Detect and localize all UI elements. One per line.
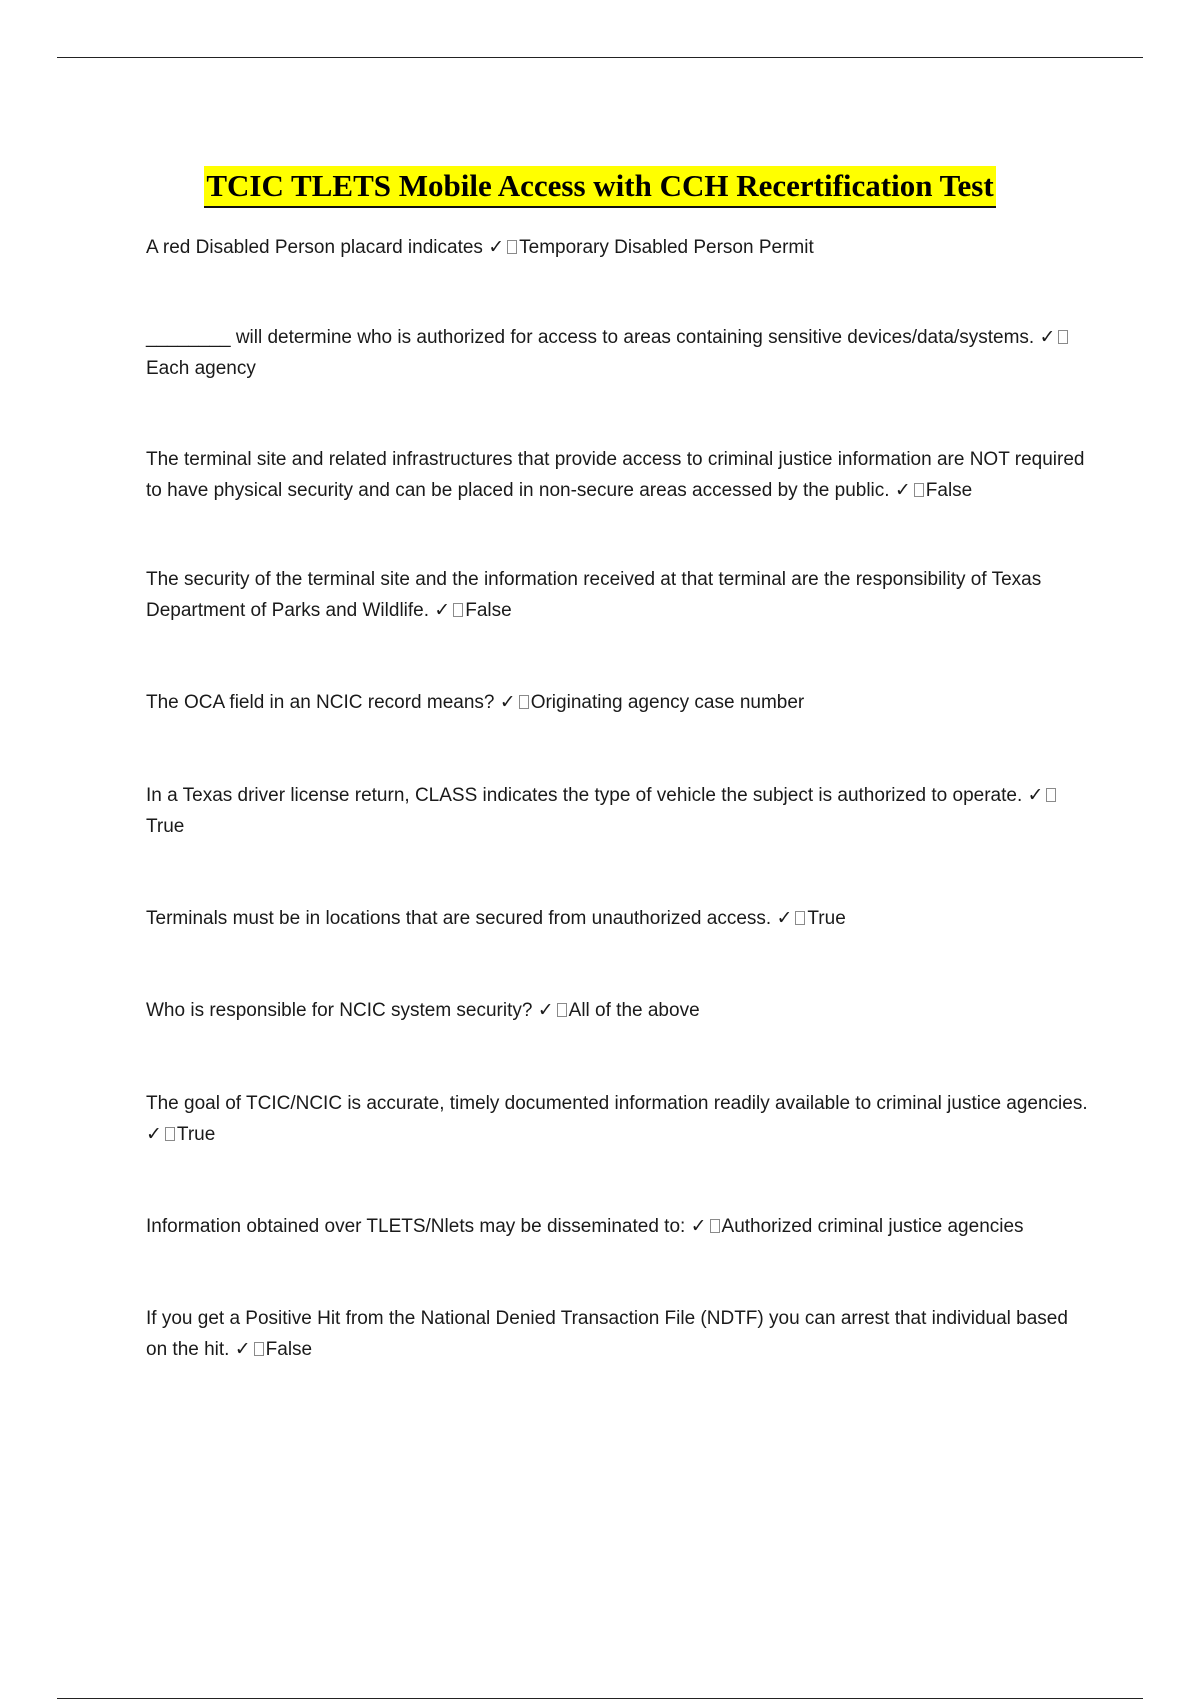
empty-box-icon (165, 1127, 175, 1141)
answer-text: Each agency (146, 358, 256, 379)
check-icon: ✓ (1039, 326, 1056, 348)
answer-text: True (146, 816, 185, 837)
question-text: The OCA field in an NCIC record means? (146, 692, 495, 713)
check-icon: ✓ (1027, 784, 1044, 806)
answer-text: True (807, 908, 846, 929)
check-icon: ✓ (146, 1123, 162, 1145)
answer-text: All of the above (568, 1000, 700, 1021)
empty-box-icon (507, 240, 517, 254)
qa-item (146, 564, 1092, 626)
question-list (146, 232, 1092, 1365)
qa-item (146, 322, 1092, 384)
qa-item (146, 687, 1092, 718)
qa-item (146, 1211, 1092, 1242)
qa-item (146, 995, 1092, 1026)
footer-rule (57, 1698, 1143, 1699)
check-icon: ✓ (499, 691, 516, 713)
check-icon: ✓ (234, 1338, 251, 1360)
qa-item (146, 1303, 1092, 1365)
question-text: In a Texas driver license return, CLASS indicates the type of vehicle the subject is authorized to operate. (146, 785, 1023, 806)
document-title: TCIC TLETS Mobile Access with CCH Recertification Test (204, 166, 995, 208)
empty-box-icon (254, 1342, 264, 1356)
question-text: If you get a Positive Hit from the National Denied Transaction File (NDTF) you can arrest that individual based on the hit. (146, 1308, 1068, 1360)
answer-text: False (265, 1339, 313, 1360)
empty-box-icon (1046, 788, 1056, 802)
question-text: Information obtained over TLETS/Nlets may be disseminated to: (146, 1216, 686, 1237)
question-text: ________ will determine who is authorized for access to areas containing sensitive devices/data/systems. (146, 327, 1035, 348)
check-icon: ✓ (690, 1215, 707, 1237)
check-icon: ✓ (537, 999, 554, 1021)
empty-box-icon (557, 1003, 567, 1017)
qa-item (146, 1088, 1092, 1150)
empty-box-icon (519, 695, 529, 709)
title-container (0, 166, 1200, 208)
answer-text: Temporary Disabled Person Permit (519, 237, 814, 258)
answer-text: Originating agency case number (530, 692, 805, 713)
empty-box-icon (710, 1219, 720, 1233)
qa-item (146, 444, 1092, 506)
question-text: Who is responsible for NCIC system security? (146, 1000, 533, 1021)
empty-box-icon (795, 911, 805, 925)
qa-item (146, 903, 1092, 934)
check-icon: ✓ (434, 599, 451, 621)
answer-text: False (925, 480, 973, 501)
question-text: The security of the terminal site and the information received at that terminal are the responsibility of Texas Department of Parks and Wildlife. (146, 569, 1042, 621)
qa-item (146, 780, 1092, 842)
check-icon: ✓ (488, 236, 505, 258)
qa-item (146, 232, 1092, 263)
empty-box-icon (1058, 330, 1068, 344)
answer-text: False (465, 600, 512, 621)
answer-text: True (176, 1124, 216, 1145)
empty-box-icon (914, 483, 924, 497)
question-text: Terminals must be in locations that are secured from unauthorized access. (146, 908, 772, 929)
check-icon: ✓ (776, 907, 793, 929)
answer-text: Authorized criminal justice agencies (721, 1216, 1024, 1237)
question-text: A red Disabled Person placard indicates (146, 237, 483, 258)
question-text: The terminal site and related infrastructures that provide access to criminal justice information are NOT required to have physical security and can be placed in non-secure areas accessed by the public. (146, 449, 1085, 501)
empty-box-icon (453, 603, 463, 617)
question-text: The goal of TCIC/NCIC is accurate, timely documented information readily available to criminal justice agencies. (146, 1093, 1088, 1114)
header-rule (57, 57, 1143, 58)
check-icon: ✓ (894, 479, 911, 501)
